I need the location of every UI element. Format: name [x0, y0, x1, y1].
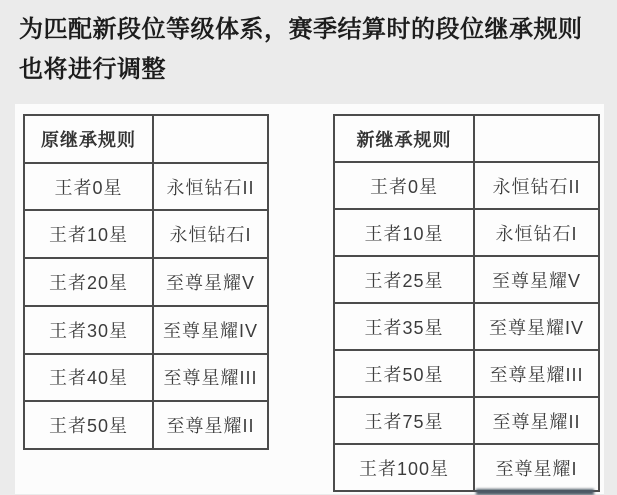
rank-cell: 王者0星 — [24, 163, 153, 211]
table-row — [24, 210, 268, 258]
rank-cell: 王者25星 — [334, 256, 474, 303]
table-row — [334, 162, 599, 209]
new-rules-table — [333, 114, 600, 492]
rank-cell: 王者35星 — [334, 303, 474, 350]
table-header-row — [24, 115, 268, 163]
table-row — [334, 397, 599, 444]
new-table-title: 新继承规则 — [334, 115, 474, 162]
rank-cell: 王者40星 — [24, 354, 153, 402]
table-row — [334, 444, 599, 491]
inherit-cell: 至尊星耀IV — [153, 306, 268, 354]
rank-cell: 王者10星 — [334, 209, 474, 256]
rank-cell: 王者50星 — [24, 401, 153, 449]
inherit-cell: 永恒钻石II — [474, 162, 599, 209]
empty-header-cell — [474, 115, 599, 162]
rank-cell: 王者50星 — [334, 350, 474, 397]
empty-header-cell — [153, 115, 268, 163]
heading-line-2: 也将进行调整 — [19, 56, 166, 83]
table-row — [24, 258, 268, 306]
content-panel — [15, 104, 604, 494]
table-header-row — [334, 115, 599, 162]
rank-cell: 王者20星 — [24, 258, 153, 306]
rank-cell: 王者0星 — [334, 162, 474, 209]
inherit-cell: 永恒钻石II — [153, 163, 268, 211]
old-rules-table — [23, 114, 269, 450]
inherit-cell: 至尊星耀V — [474, 256, 599, 303]
table-row — [24, 306, 268, 354]
inherit-cell: 至尊星耀I — [474, 444, 599, 491]
rank-cell: 王者10星 — [24, 210, 153, 258]
rank-cell: 王者75星 — [334, 397, 474, 444]
inherit-cell: 至尊星耀V — [153, 258, 268, 306]
table-row — [24, 354, 268, 402]
page-heading — [19, 10, 599, 90]
rank-cell: 王者30星 — [24, 306, 153, 354]
inherit-cell: 永恒钻石I — [153, 210, 268, 258]
inherit-cell: 至尊星耀II — [474, 397, 599, 444]
table-row — [334, 256, 599, 303]
inherit-cell: 至尊星耀III — [153, 354, 268, 402]
table-row — [334, 209, 599, 256]
rank-cell: 王者100星 — [334, 444, 474, 491]
table-row — [24, 163, 268, 211]
inherit-cell: 永恒钻石I — [474, 209, 599, 256]
table-row — [24, 401, 268, 449]
old-table-title: 原继承规则 — [24, 115, 153, 163]
table-row — [334, 303, 599, 350]
inherit-cell: 至尊星耀III — [474, 350, 599, 397]
cutoff-dark-bar — [476, 489, 594, 495]
inherit-cell: 至尊星耀IV — [474, 303, 599, 350]
inherit-cell: 至尊星耀II — [153, 401, 268, 449]
heading-line-1: 为匹配新段位等级体系，赛季结算时的段位继承规则 — [19, 16, 583, 43]
table-row — [334, 350, 599, 397]
